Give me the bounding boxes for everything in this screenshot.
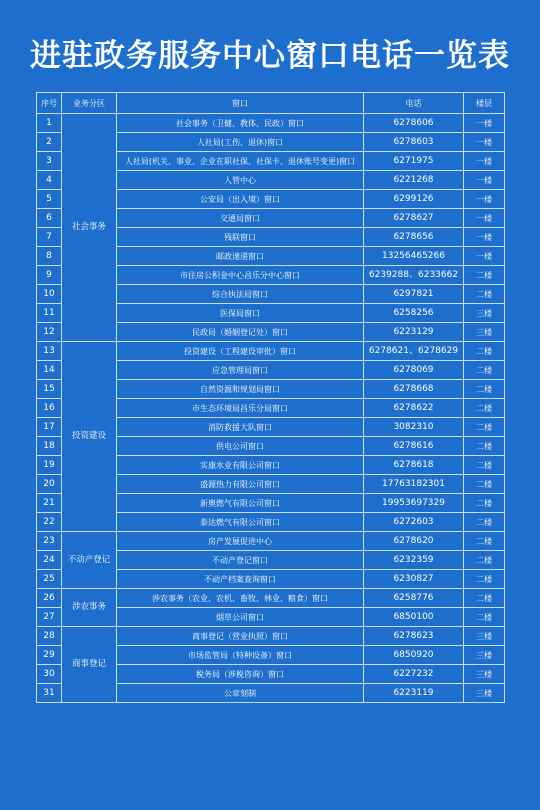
row-index: 31 [37, 684, 62, 703]
phone-number: 6278069 [364, 361, 464, 380]
floor: 二楼 [464, 589, 505, 608]
row-index: 30 [37, 665, 62, 684]
phone-number: 6278627 [364, 209, 464, 228]
phone-number: 6850100 [364, 608, 464, 627]
table-header-row [37, 93, 505, 114]
table-body [37, 114, 505, 703]
category-cell: 不动产登记 [62, 532, 117, 589]
floor: 一楼 [464, 209, 505, 228]
floor: 二楼 [464, 437, 505, 456]
phone-number: 6278621、6278629 [364, 342, 464, 361]
window-name: 社会事务（卫健、教体、民政）窗口 [117, 114, 364, 133]
table-row [37, 627, 505, 646]
window-name: 人管中心 [117, 171, 364, 190]
phone-number: 3082310 [364, 418, 464, 437]
table-row [37, 589, 505, 608]
window-name: 烟草公司窗口 [117, 608, 364, 627]
row-index: 22 [37, 513, 62, 532]
window-name: 实康水业有限公司窗口 [117, 456, 364, 475]
floor: 一楼 [464, 228, 505, 247]
floor: 二楼 [464, 361, 505, 380]
window-name: 人社局(工伤、退休)窗口 [117, 133, 364, 152]
row-index: 13 [37, 342, 62, 361]
row-index: 11 [37, 304, 62, 323]
window-name: 公章刻制 [117, 684, 364, 703]
row-index: 25 [37, 570, 62, 589]
phone-number: 6278603 [364, 133, 464, 152]
row-index: 16 [37, 399, 62, 418]
floor: 二楼 [464, 513, 505, 532]
floor: 三楼 [464, 304, 505, 323]
window-name: 市生态环境局昌乐分局窗口 [117, 399, 364, 418]
floor: 二楼 [464, 570, 505, 589]
category-cell: 涉农事务 [62, 589, 117, 627]
floor: 三楼 [464, 665, 505, 684]
header-floor: 楼层 [464, 93, 505, 114]
window-name: 邮政速递窗口 [117, 247, 364, 266]
category-cell: 商事登记 [62, 627, 117, 703]
window-name: 消防救援大队窗口 [117, 418, 364, 437]
phone-number: 6278668 [364, 380, 464, 399]
window-name: 不动产登记窗口 [117, 551, 364, 570]
window-name: 投资建设（工程建设审批）窗口 [117, 342, 364, 361]
floor: 三楼 [464, 627, 505, 646]
phone-number: 6258256 [364, 304, 464, 323]
table-row [37, 342, 505, 361]
row-index: 5 [37, 190, 62, 209]
window-name: 交通局窗口 [117, 209, 364, 228]
window-name: 市住房公积金中心昌乐分中心窗口 [117, 266, 364, 285]
phone-number: 6278656 [364, 228, 464, 247]
row-index: 14 [37, 361, 62, 380]
phone-number: 6850920 [364, 646, 464, 665]
row-index: 28 [37, 627, 62, 646]
floor: 一楼 [464, 190, 505, 209]
row-index: 10 [37, 285, 62, 304]
row-index: 20 [37, 475, 62, 494]
row-index: 21 [37, 494, 62, 513]
window-name: 税务局（涉税咨询）窗口 [117, 665, 364, 684]
row-index: 3 [37, 152, 62, 171]
phone-number: 6297821 [364, 285, 464, 304]
row-index: 7 [37, 228, 62, 247]
row-index: 2 [37, 133, 62, 152]
window-name: 不动产档案查询窗口 [117, 570, 364, 589]
row-index: 23 [37, 532, 62, 551]
window-name: 综合执法局窗口 [117, 285, 364, 304]
row-index: 18 [37, 437, 62, 456]
category-cell: 社会事务 [62, 114, 117, 342]
phone-number: 6232359 [364, 551, 464, 570]
phone-number: 6278623 [364, 627, 464, 646]
phone-number: 6258776 [364, 589, 464, 608]
row-index: 1 [37, 114, 62, 133]
floor: 一楼 [464, 133, 505, 152]
floor: 二楼 [464, 456, 505, 475]
window-name: 商事登记（营业执照）窗口 [117, 627, 364, 646]
window-name: 医保局窗口 [117, 304, 364, 323]
phone-number: 6278606 [364, 114, 464, 133]
floor: 二楼 [464, 532, 505, 551]
phone-number: 6278622 [364, 399, 464, 418]
phone-number: 6223129 [364, 323, 464, 342]
header-category: 业务分区 [62, 93, 117, 114]
row-index: 8 [37, 247, 62, 266]
header-window: 窗口 [117, 93, 364, 114]
phone-number: 6278620 [364, 532, 464, 551]
floor: 二楼 [464, 418, 505, 437]
phone-number: 13256465266 [364, 247, 464, 266]
window-name: 市场监管局（特种设备）窗口 [117, 646, 364, 665]
window-name: 盛源热力有限公司窗口 [117, 475, 364, 494]
phone-number: 6221268 [364, 171, 464, 190]
window-name: 供电公司窗口 [117, 437, 364, 456]
window-name: 新奥燃气有限公司窗口 [117, 494, 364, 513]
row-index: 4 [37, 171, 62, 190]
table-row [37, 114, 505, 133]
row-index: 29 [37, 646, 62, 665]
phone-number: 6278616 [364, 437, 464, 456]
phone-number: 6227232 [364, 665, 464, 684]
window-name: 房产发展促进中心 [117, 532, 364, 551]
header-phone: 电话 [364, 93, 464, 114]
row-index: 6 [37, 209, 62, 228]
phone-number: 6223119 [364, 684, 464, 703]
row-index: 24 [37, 551, 62, 570]
window-name: 自然资源和规划局窗口 [117, 380, 364, 399]
window-name: 人社局(机关、事业、企业在职社保、社保卡、退休账号变更)窗口 [117, 152, 364, 171]
phone-directory-table [36, 92, 505, 703]
floor: 三楼 [464, 323, 505, 342]
row-index: 9 [37, 266, 62, 285]
window-name: 应急管理局窗口 [117, 361, 364, 380]
window-name: 公安局（出入境）窗口 [117, 190, 364, 209]
phone-number: 17763182301 [364, 475, 464, 494]
floor: 二楼 [464, 285, 505, 304]
phone-number: 6271975 [364, 152, 464, 171]
window-name: 涉农事务（农业、农机、畜牧、林业、粮食）窗口 [117, 589, 364, 608]
category-cell: 投资建设 [62, 342, 117, 532]
floor: 二楼 [464, 608, 505, 627]
row-index: 12 [37, 323, 62, 342]
page-title: 进驻政务服务中心窗口电话一览表 [30, 38, 510, 74]
row-index: 26 [37, 589, 62, 608]
floor: 一楼 [464, 171, 505, 190]
floor: 二楼 [464, 342, 505, 361]
row-index: 27 [37, 608, 62, 627]
row-index: 19 [37, 456, 62, 475]
window-name: 泰达燃气有限公司窗口 [117, 513, 364, 532]
floor: 一楼 [464, 152, 505, 171]
floor: 一楼 [464, 114, 505, 133]
window-name: 残联窗口 [117, 228, 364, 247]
phone-number: 19953697329 [364, 494, 464, 513]
row-index: 15 [37, 380, 62, 399]
floor: 二楼 [464, 380, 505, 399]
phone-number: 6272603 [364, 513, 464, 532]
window-name: 民政局（婚姻登记处）窗口 [117, 323, 364, 342]
phone-number: 6230827 [364, 570, 464, 589]
phone-number: 6239288、6233662 [364, 266, 464, 285]
phone-number: 6299126 [364, 190, 464, 209]
floor: 二楼 [464, 494, 505, 513]
phone-number: 6278618 [364, 456, 464, 475]
floor: 二楼 [464, 266, 505, 285]
floor: 三楼 [464, 646, 505, 665]
floor: 三楼 [464, 684, 505, 703]
header-index: 序号 [37, 93, 62, 114]
floor: 二楼 [464, 399, 505, 418]
floor: 二楼 [464, 475, 505, 494]
row-index: 17 [37, 418, 62, 437]
floor: 二楼 [464, 551, 505, 570]
floor: 一楼 [464, 247, 505, 266]
table-row [37, 532, 505, 551]
